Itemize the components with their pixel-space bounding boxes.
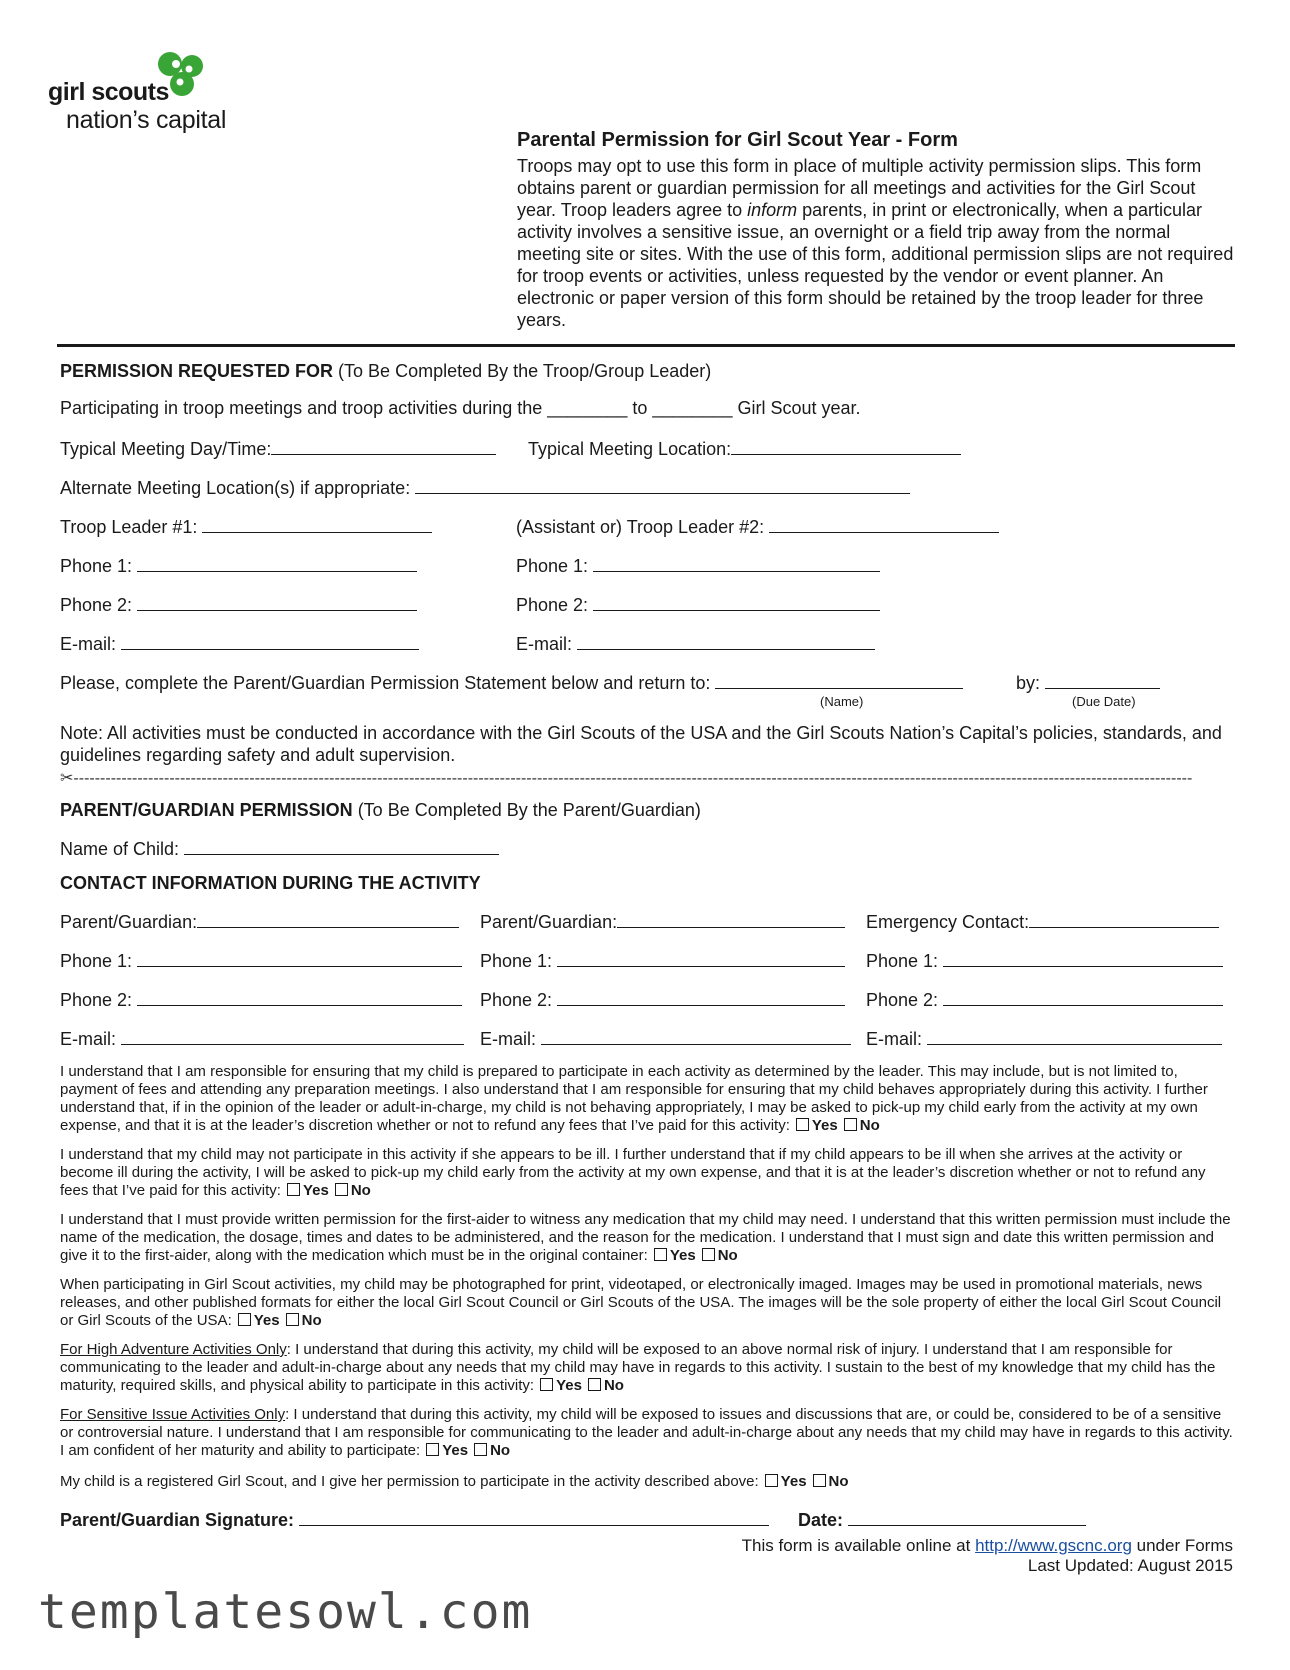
permission-requested-heading: PERMISSION REQUESTED FOR (To Be Completed By the Troop/Group Leader) xyxy=(60,361,712,381)
leader1-phone1-field[interactable]: Phone 1: xyxy=(60,554,417,577)
leader2-phone2-field[interactable]: Phone 2: xyxy=(516,593,880,616)
paragraph-photography: When participating in Girl Scout activities, my child may be photographed for print, videotaped, or electronically imaged. Images may be used in promotional materials, news releases, and other published formats for either the local Girl Scout Council or Girl Scouts of the USA. The images will be the sole property of either the local Girl Scout Council or Girl Scouts of the USA: Yes No xyxy=(60,1276,1222,1329)
child-name-field[interactable]: Name of Child: xyxy=(60,837,499,860)
photo-yes-checkbox[interactable] xyxy=(238,1313,251,1326)
emergency-phone1-field[interactable]: Phone 1: xyxy=(866,949,1223,972)
parent2-name-field[interactable]: Parent/Guardian: xyxy=(480,910,845,933)
parent2-email-field[interactable]: E-mail: xyxy=(480,1027,851,1050)
high-adventure-yes-checkbox[interactable] xyxy=(540,1378,553,1391)
behavior-yes-checkbox[interactable] xyxy=(796,1118,809,1131)
paragraph-registered: My child is a registered Girl Scout, and I give her permission to participate in the activity described above: Yes No xyxy=(60,1473,849,1490)
emergency-email-field[interactable]: E-mail: xyxy=(866,1027,1222,1050)
participating-line: Participating in troop meetings and troop activities during the ________ to ________ Girl Scout year. xyxy=(60,398,861,418)
leader2-field[interactable]: (Assistant or) Troop Leader #2: xyxy=(516,515,999,538)
emergency-phone2-field[interactable]: Phone 2: xyxy=(866,988,1223,1011)
medication-yes-checkbox[interactable] xyxy=(654,1248,667,1261)
meeting-location-field[interactable]: Typical Meeting Location: xyxy=(528,437,961,460)
leader2-phone1-field[interactable]: Phone 1: xyxy=(516,554,880,577)
logo xyxy=(48,50,248,140)
leader1-phone2-field[interactable]: Phone 2: xyxy=(60,593,417,616)
parent2-phone1-field[interactable]: Phone 1: xyxy=(480,949,845,972)
footer-availability: This form is available online at http://www.gscnc.org under Forms xyxy=(741,1536,1233,1555)
photo-no-checkbox[interactable] xyxy=(286,1313,299,1326)
emergency-contact-field[interactable]: Emergency Contact: xyxy=(866,910,1219,933)
behavior-no-checkbox[interactable] xyxy=(844,1118,857,1131)
signature-date-field[interactable]: Date: xyxy=(798,1508,1086,1531)
parent1-phone1-field[interactable]: Phone 1: xyxy=(60,949,462,972)
leader1-field[interactable]: Troop Leader #1: xyxy=(60,515,432,538)
paragraph-behavior: I understand that I am responsible for ensuring that my child is prepared to participate in each activity as determined by the leader. This may include, but is not limited to, payment of fees and attending any preparation meetings. I also understand that I am responsible for ensuring that my child behaves appropriately during this activity. I further understand that, if in the opinion of the leader or adult-in-charge, my child is not behaving appropriately, I may be asked to pick-up my child early from the activity at my own expense, and that it is at the leader’s discretion whether or not to refund any fees that I’ve paid for this activity: Yes No xyxy=(60,1063,1208,1134)
return-to-field[interactable]: Please, complete the Parent/Guardian Permission Statement below and return to: xyxy=(60,671,963,694)
signature-field[interactable]: Parent/Guardian Signature: xyxy=(60,1508,769,1531)
paragraph-sensitive-issue: For Sensitive Issue Activities Only: I understand that during this activity, my child will be exposed to issues and discussions that are, or could be, considered to be of a sensitive or controversial nature. I understand that I am responsible for communicating to the leader and adult-in-charge about any needs that my child may have in regards to this activity. I am confident of her maturity and ability to participate: Yes No xyxy=(60,1406,1233,1459)
parent1-email-field[interactable]: E-mail: xyxy=(60,1027,464,1050)
logo-text-nations-capital: nation’s capital xyxy=(66,106,227,134)
logo-text-girl-scouts: girl scouts xyxy=(48,78,169,106)
policy-note: Note: All activities must be conducted in accordance with the Girl Scouts of the USA and the Girl Scouts Nation’s Capital’s policies, standards, and guidelines regarding safety and adult supervision. xyxy=(60,723,1222,765)
intro-text: Troops may opt to use this form in place of multiple activity permission slips. This form obtains parent or guardian permission for all meetings and activities for the Girl Scout year. Troop leaders agree to inform parents, in print or electronically, when a particular activity involves a sensitive issue, an overnight or a field trip away from the normal meeting site or sites. With the use of this form, additional permission slips are not required for troop events or activities, unless requested by the vendor or event planner. An electronic or paper version of this form should be retained by the troop leader for three years. xyxy=(517,156,1234,330)
due-date-caption: (Due Date) xyxy=(1072,694,1136,709)
registered-yes-checkbox[interactable] xyxy=(765,1474,778,1487)
section-divider xyxy=(57,344,1235,347)
website-link[interactable]: http://www.gscnc.org xyxy=(975,1536,1132,1555)
form-title: Parental Permission for Girl Scout Year - Form xyxy=(517,129,958,151)
intro-block xyxy=(517,129,1237,331)
leader2-email-field[interactable]: E-mail: xyxy=(516,632,875,655)
parent1-name-field[interactable]: Parent/Guardian: xyxy=(60,910,459,933)
parent-permission-heading: PARENT/GUARDIAN PERMISSION (To Be Completed By the Parent/Guardian) xyxy=(60,800,701,820)
sensitive-yes-checkbox[interactable] xyxy=(426,1443,439,1456)
parent1-phone2-field[interactable]: Phone 2: xyxy=(60,988,462,1011)
illness-no-checkbox[interactable] xyxy=(335,1183,348,1196)
contact-info-heading: CONTACT INFORMATION DURING THE ACTIVITY xyxy=(60,873,481,893)
illness-yes-checkbox[interactable] xyxy=(287,1183,300,1196)
high-adventure-no-checkbox[interactable] xyxy=(588,1378,601,1391)
scissors-icon: ✂ xyxy=(60,770,74,787)
parent2-phone2-field[interactable]: Phone 2: xyxy=(480,988,845,1011)
cut-line: ✂------------------------------------------------------------------------------------------------------------------------------------------------------------------------------------------------------------------ xyxy=(60,770,1193,787)
meeting-day-field[interactable]: Typical Meeting Day/Time: xyxy=(60,437,496,460)
paragraph-medication: I understand that I must provide written permission for the first-aider to witness any medication that my child may need. I understand that this written permission must include the name of the medication, the dosage, times and dates to be administered, and the reason for the medication. I understand that I must sign and date this written permission and give it to the first-aider, along with the medication which must be in the original container: Yes No xyxy=(60,1211,1231,1264)
paragraph-high-adventure: For High Adventure Activities Only: I understand that during this activity, my child will be exposed to an above normal risk of injury. I understand that I am responsible for communicating to the leader and adult-in-charge about any needs that my child may have in regards to this activity. I sustain to the best of my knowledge that my child has the maturity, required skills, and physical ability to participate in this activity: Yes No xyxy=(60,1341,1216,1394)
paragraph-illness: I understand that my child may not participate in this activity if she appears to be ill. I further understand that if my child appears to be ill when she arrives at the activity or become ill during the activity, I will be asked to pick-up my child early from the activity at my own expense, and that it is at the leader’s discretion whether or not to refund any fees that I’ve paid for this activity: Yes No xyxy=(60,1146,1206,1199)
due-date-field[interactable]: by: xyxy=(1016,671,1160,694)
registered-no-checkbox[interactable] xyxy=(813,1474,826,1487)
watermark: templatesowl.com xyxy=(38,1584,533,1640)
footer-last-updated: Last Updated: August 2015 xyxy=(1027,1556,1233,1575)
medication-no-checkbox[interactable] xyxy=(702,1248,715,1261)
leader1-email-field[interactable]: E-mail: xyxy=(60,632,419,655)
sensitive-no-checkbox[interactable] xyxy=(474,1443,487,1456)
alternate-location-field[interactable]: Alternate Meeting Location(s) if appropriate: xyxy=(60,476,910,499)
name-caption: (Name) xyxy=(820,694,864,709)
